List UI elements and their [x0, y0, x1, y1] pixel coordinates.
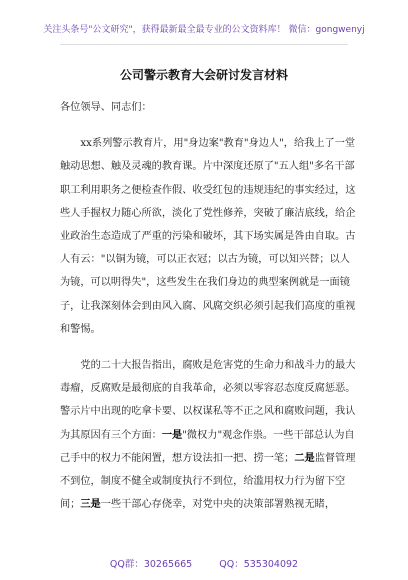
paragraph-2	[60, 354, 360, 516]
point-1-text: "微权力"观念作祟。一些干部总认为自己手中的权力不能闲置，想方设法扣一把、捞一笔；	[60, 429, 355, 464]
paragraph-2-intro: 党的二十大报告指出，腐败是危害党的生命力和战斗力的最大毒瘤，反腐败是最彻底的自我革命，必须以零容忍态度反腐惩恶。警示片中出现的吃拿卡要、以权谋私等不正之风和腐败问题，我认为其原因有三个方面：	[60, 360, 356, 441]
point-3-label: 三是	[80, 498, 101, 511]
salutation: 各位领导、同志们：	[60, 102, 152, 113]
paragraph-1: xx系列警示教育片，用"身边案"教育"身边人"，给我上了一堂触动思想、触及灵魂的教育课。片中深度还原了"五人组"多名干部职工利用职务之便检查作假、收受红包的违规违纪的事实经过，这些人手握权力随心所欲，淡化了党性修养，突破了廉洁底线，给企业政治生态造成了严重的污染和破坏，其下场实属是咎由自取。古人有云："以铜为镜，可以正衣冠；以古为镜，可以知兴替；以人为镜，可以明得失"，这些发生在我们身边的典型案例就是一面镜子，让我深刻体会到由风入腐、风腐交织必须引起我们高度的重视和警惕。	[60, 138, 356, 335]
footer-qq-group: QQ群：30265665	[109, 559, 193, 570]
document-body	[60, 96, 360, 529]
point-2-text: 监督管理不到位，制度不健全或制度执行不到位，给滥用权力行为留下空间；	[60, 452, 356, 511]
point-3-text: 一些干部心存侥幸，对党中央的决策部署熟视无睹，	[100, 499, 336, 511]
header-divider	[60, 44, 348, 45]
point-1-label: 一是	[161, 428, 183, 441]
point-2-label: 二是	[294, 451, 315, 464]
header-promo-text: 关注头条号"公文研究"，获得最新最全最专业的公文资料库！ 微信：gongwenyj	[43, 25, 365, 35]
footer-contact	[0, 556, 408, 570]
document-title: 公司警示教育大会研讨发言材料	[119, 68, 288, 82]
footer-qq: QQ：535304092	[219, 559, 299, 570]
